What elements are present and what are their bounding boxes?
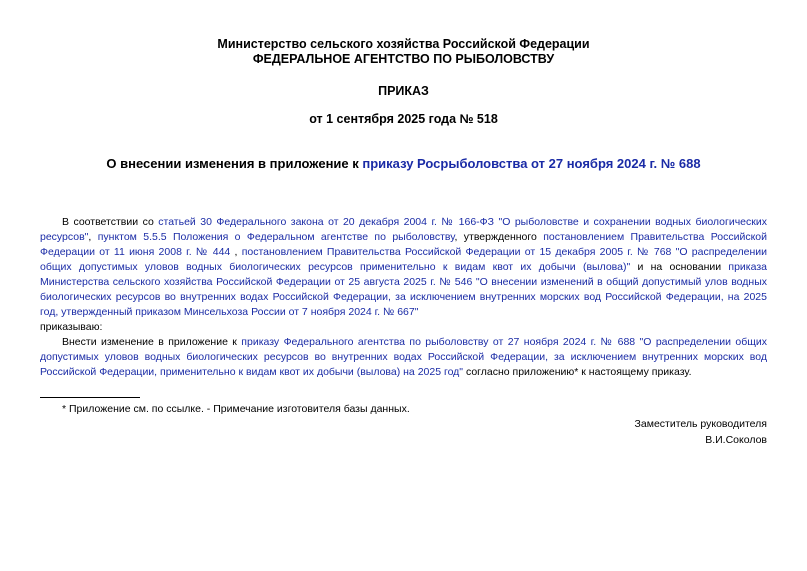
text-fragment: , утвержденного: [454, 231, 544, 243]
document-type: ПРИКАЗ: [378, 84, 429, 98]
signatory-name: В.И.Соколов: [705, 434, 767, 446]
subject-order-link[interactable]: приказу Росрыболовства от 27 ноября 2024 г. № 688: [362, 156, 701, 171]
law-article-link[interactable]: статьей 30 Федерального закона от 20 декабря 2004 г. № 166-ФЗ "О рыболовстве и сохранении водных биологических ресурсов": [40, 216, 767, 243]
footnote: * Приложение см. по ссылке. - Примечание изготовителя базы данных.: [62, 403, 410, 415]
text-fragment: Внести изменение в приложение к: [62, 336, 242, 348]
text-fragment: согласно приложению* к настоящему приказу.: [463, 366, 692, 378]
text-fragment: ,: [230, 246, 242, 258]
text-fragment: ,: [88, 231, 98, 243]
subject-prefix: О внесении изменения в приложение к: [106, 156, 363, 171]
ministry-title: Министерство сельского хозяйства Российской Федерации: [217, 37, 590, 51]
regulation-point-link[interactable]: пунктом 5.5.5 Положения о Федеральном агентстве по рыболовству: [97, 231, 455, 243]
text-fragment: В соответствии со: [62, 216, 159, 228]
document-subject: [40, 156, 767, 172]
agency-title: ФЕДЕРАЛЬНОЕ АГЕНТСТВО ПО РЫБОЛОВСТВУ: [252, 52, 555, 66]
paragraph-basis: [40, 215, 767, 320]
ministry-order-546-link[interactable]: приказа Министерства сельского хозяйства Российской Федерации от 25 августа 2025 г. № 546 "О внесении изменений в общий допустимый улов водных биологических ресурсов во внутренних водах Российской Федерации, за исключением внутренних морских вод Российской Федерации, на 2025 год, утвержденный приказом Минсельхоза России от 7 ноября 2024 г. № 667": [40, 261, 767, 318]
government-decree-444-link[interactable]: постановлением Правительства Российской Федерации от 11 июня 2008 г. № 444: [40, 231, 767, 258]
government-decree-768-link[interactable]: постановлением Правительства Российской Федерации от 15 декабря 2005 г. № 768 "О распределении общих допустимых уловов водных биологических ресурсов применительно к видам квот их добычи (вылова)": [40, 246, 767, 273]
order-word: приказываю:: [40, 321, 103, 333]
text-fragment: и на основании: [630, 261, 729, 273]
paragraph-order: [40, 335, 767, 380]
document-date-number: от 1 сентября 2025 года № 518: [309, 112, 498, 126]
document-body: [40, 215, 767, 380]
footnote-divider: [40, 397, 140, 398]
agency-order-688-link[interactable]: приказу Федерального агентства по рыболовству от 27 ноября 2024 г. № 688 "О распределении общих допустимых уловов водных биологических ресурсов во внутренних водах Российской Федерации, за исключением внутренних морских вод Российской Федерации, применительно к видам квот их добычи (вылова) на 2025 год": [40, 336, 767, 378]
signatory-position: Заместитель руководителя: [634, 418, 767, 430]
